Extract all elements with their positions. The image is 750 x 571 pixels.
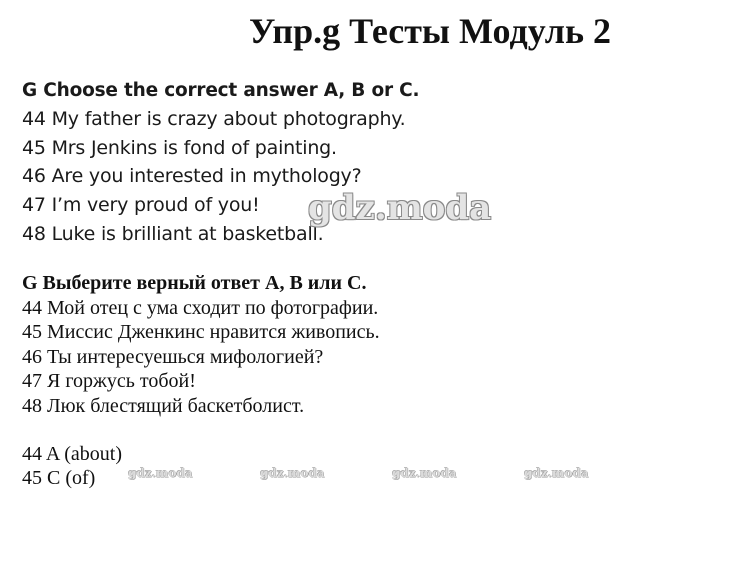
watermark-small: gdz.moda <box>524 466 589 480</box>
russian-item: 48 Люк блестящий баскетболист. <box>22 395 305 417</box>
english-item: 46 Are you interested in mythology? <box>22 165 362 187</box>
russian-item: 44 Мой отец с ума сходит по фотографии. <box>22 297 379 319</box>
russian-heading: G Выберите верный ответ A, B или C. <box>22 272 367 294</box>
page-title: Упр.g Тесты Модуль 2 <box>248 11 612 51</box>
answer-item: 45 C (of) <box>22 467 96 489</box>
watermark-logo: gdz.moda <box>308 188 492 228</box>
watermark-small: gdz.moda <box>260 466 325 480</box>
russian-item: 45 Миссис Дженкинс нравится живопись. <box>22 321 380 343</box>
english-item: 45 Mrs Jenkins is fond of painting. <box>22 137 337 159</box>
russian-item: 46 Ты интересуешься мифологией? <box>22 346 324 368</box>
russian-item: 47 Я горжусь тобой! <box>22 370 196 392</box>
answer-item: 44 A (about) <box>22 443 122 465</box>
english-heading: G Choose the correct answer A, B or C. <box>22 80 420 101</box>
watermark-small: gdz.moda <box>128 466 193 480</box>
english-item: 48 Luke is brilliant at basketball. <box>22 223 324 245</box>
watermark-small: gdz.moda <box>392 466 457 480</box>
english-item: 47 I’m very proud of you! <box>22 194 260 216</box>
english-item: 44 My father is crazy about photography. <box>22 108 406 130</box>
